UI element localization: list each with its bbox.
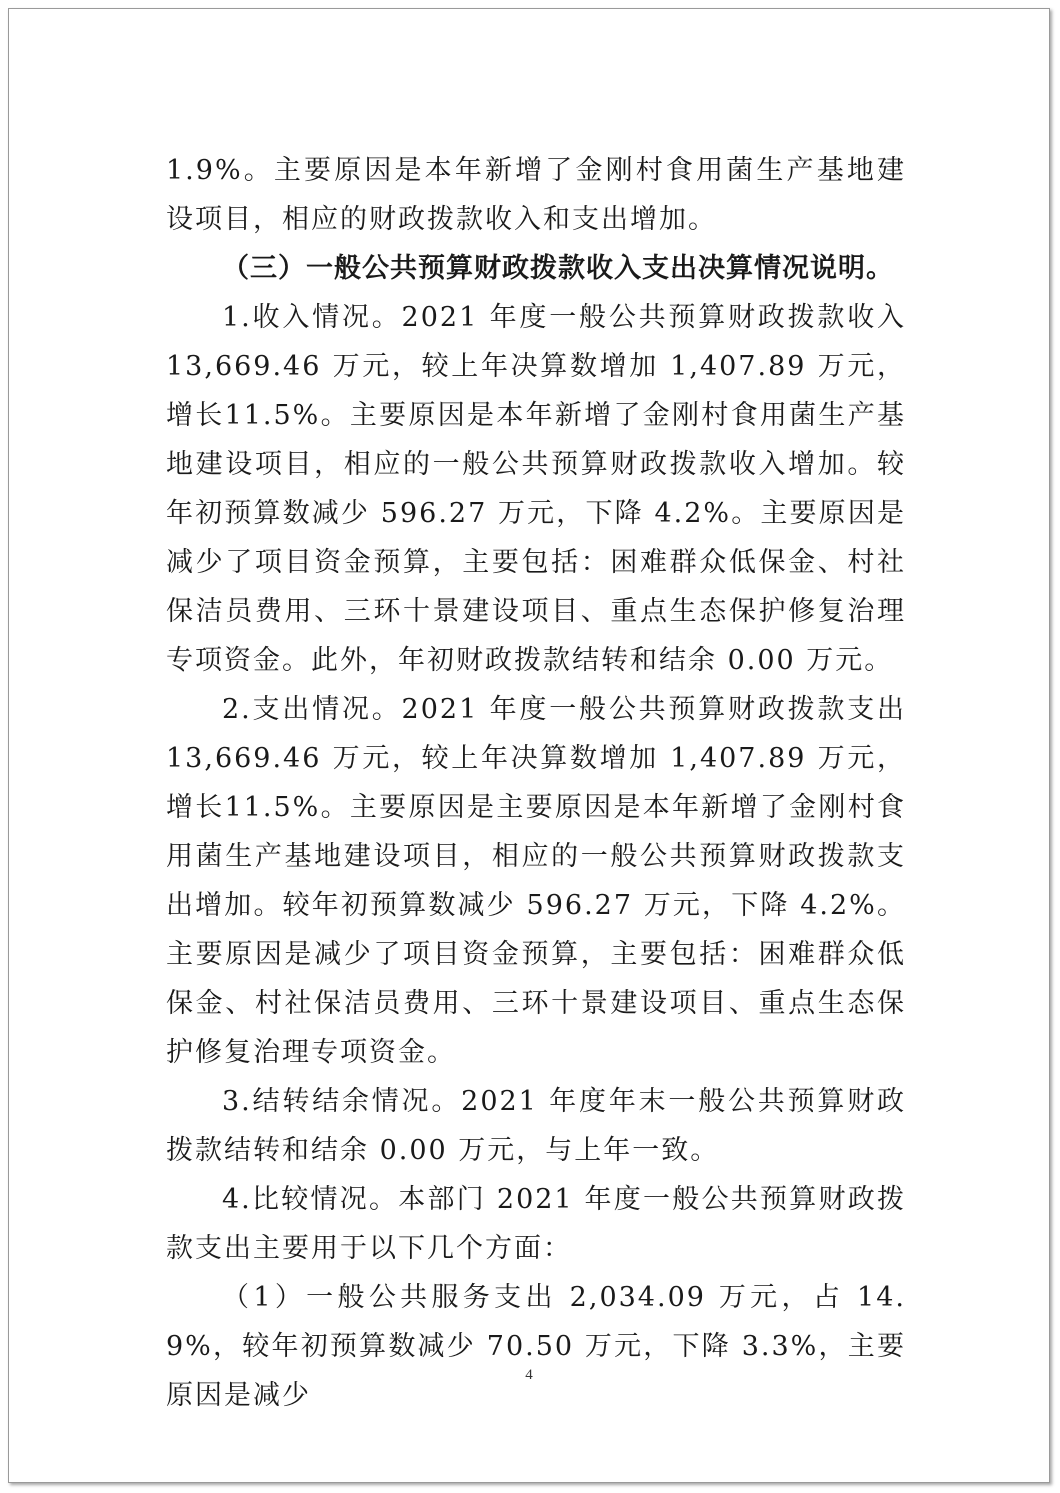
document-body [166,146,906,1420]
paragraph-continuation: 1.9%。主要原因是本年新增了金刚村食用菌生产基地建设项目，相应的财政拨款收入和支出增加。 [166,155,906,235]
paragraph-income: 1.收入情况。2021 年度一般公共预算财政拨款收入13,669.46 万元，较上年决算数增加 1,407.89 万元，增长11.5%。主要原因是本年新增了金刚村食用菌生产基地建设项目，相应的一般公共预算财政拨款收入增加。较年初预算数减少 596.27 万元，下降 4.2%。主要原因是减少了项目资金预算，主要包括：困难群众低保金、村社保洁员费用、三环十景建设项目、重点生态保护修复治理专项资金。此外，年初财政拨款结转和结余 0.00 万元。 [166,302,906,676]
paragraph-carryover: 3.结转结余情况。2021 年度年末一般公共预算财政拨款结转和结余 0.00 万元，与上年一致。 [166,1086,906,1166]
section-heading: （三）一般公共预算财政拨款收入支出决算情况说明。 [222,253,894,284]
paragraph-public-service: （1）一般公共服务支出 2,034.09 万元，占 14.9%，较年初预算数减少 70.50 万元，下降 3.3%，主要原因是减少 [166,1282,906,1411]
document-page [8,8,1050,1483]
paragraph-comparison: 4.比较情况。本部门 2021 年度一般公共预算财政拨款支出主要用于以下几个方面： [166,1184,906,1264]
page-number: 4 [525,1367,533,1383]
paragraph-expenditure: 2.支出情况。2021 年度一般公共预算财政拨款支出13,669.46 万元，较上年决算数增加 1,407.89 万元，增长11.5%。主要原因是主要原因是本年新增了金刚村食用菌生产基地建设项目，相应的一般公共预算财政拨款支出增加。较年初预算数减少 596.27 万元，下降 4.2%。主要原因是减少了项目资金预算，主要包括：困难群众低保金、村社保洁员费用、三环十景建设项目、重点生态保护修复治理专项资金。 [166,694,906,1068]
